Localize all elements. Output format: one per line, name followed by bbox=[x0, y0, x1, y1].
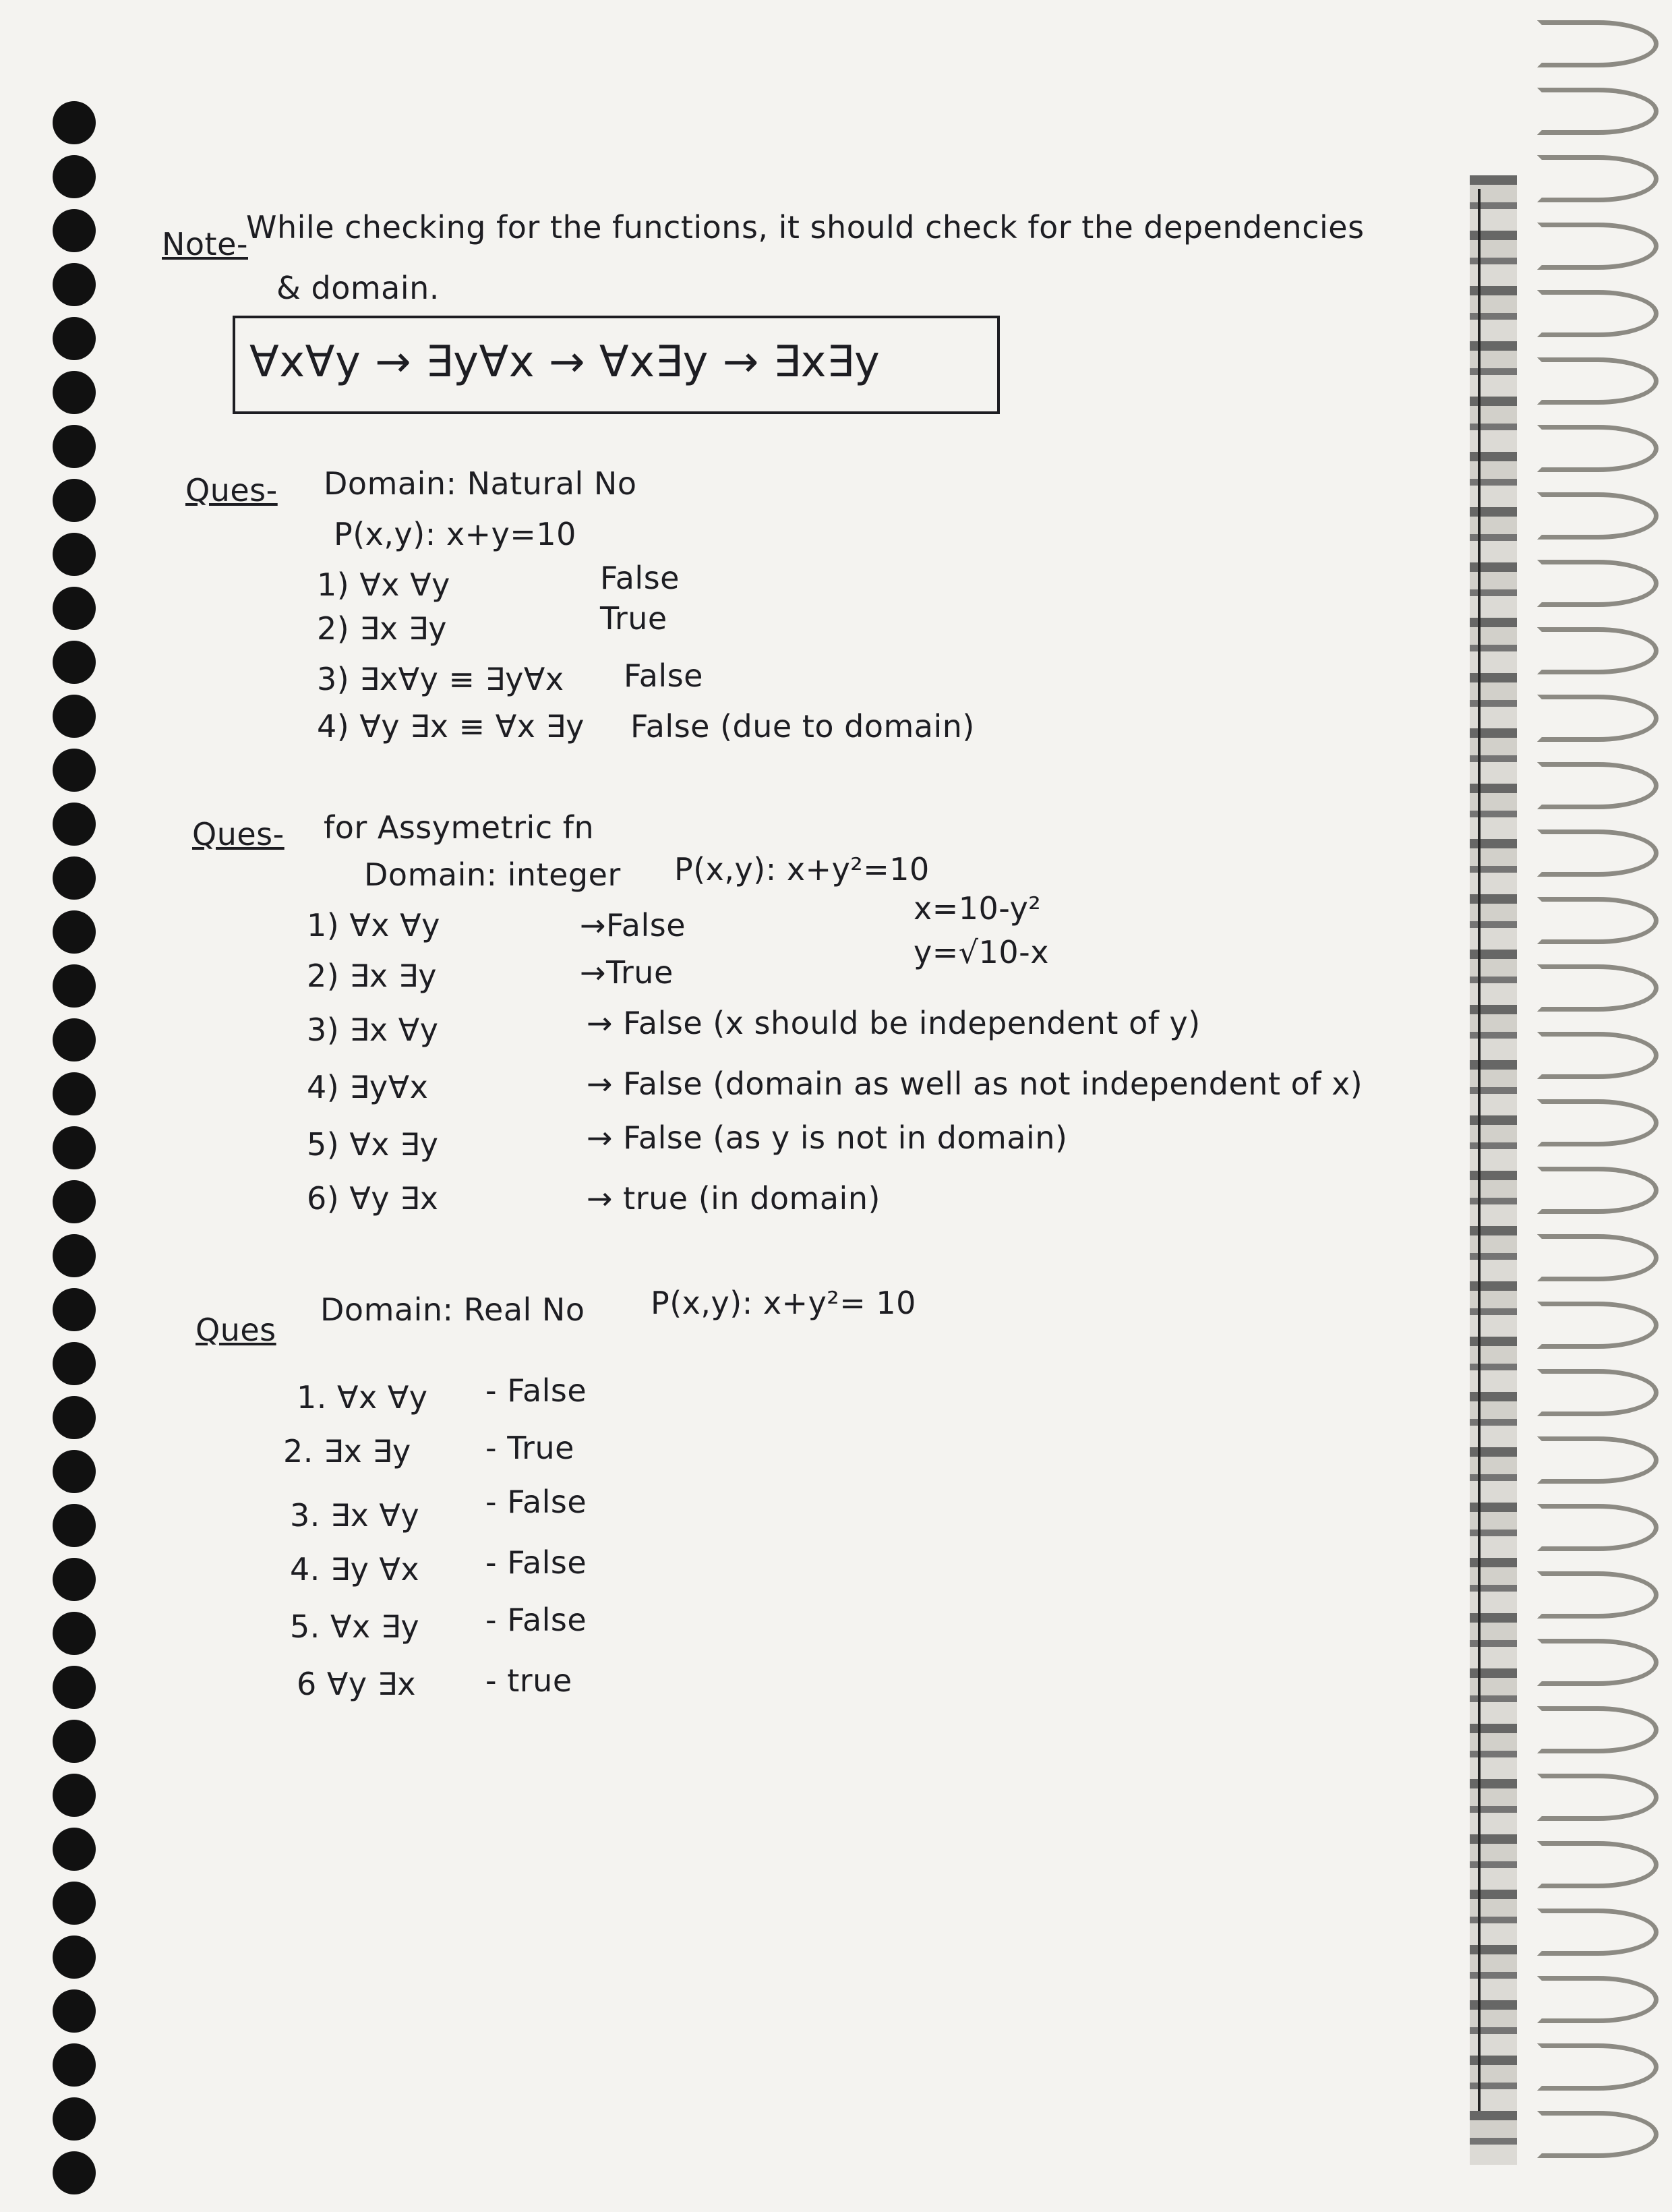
q1-item-4-answer: False (due to domain) bbox=[630, 708, 975, 745]
q3-item-6-expr: 6 ∀y ∃x bbox=[297, 1666, 416, 1702]
q2-item-2-expr: 2) ∃x ∃y bbox=[307, 958, 438, 994]
q3-item-3-expr: 3. ∃x ∀y bbox=[290, 1497, 420, 1534]
q3-item-4-answer: - False bbox=[485, 1544, 587, 1581]
q1-item-1-expr: 1) ∀x ∀y bbox=[317, 566, 450, 603]
q2-item-5-answer: → False (as y is not in domain) bbox=[587, 1119, 1068, 1156]
q2-item-1-expr: 1) ∀x ∀y bbox=[307, 907, 440, 943]
q2-item-4-answer: → False (domain as well as not independent of x) bbox=[587, 1066, 1363, 1102]
note-line-2: & domain. bbox=[276, 270, 440, 306]
q1-predicate: P(x,y): x+y=10 bbox=[334, 516, 576, 552]
q3-item-5-expr: 5. ∀x ∃y bbox=[290, 1608, 420, 1645]
q1-item-3-expr: 3) ∃x∀y ≡ ∃y∀x bbox=[317, 661, 564, 697]
q1-item-1-answer: False bbox=[600, 560, 680, 596]
q2-item-6-answer: → true (in domain) bbox=[587, 1180, 880, 1217]
q2-domain: Domain: integer bbox=[364, 856, 621, 893]
q2-item-4-expr: 4) ∃y∀x bbox=[307, 1069, 429, 1105]
q2-item-6-expr: 6) ∀y ∃x bbox=[307, 1180, 439, 1217]
q1-domain: Domain: Natural No bbox=[324, 465, 637, 502]
q2-predicate: P(x,y): x+y²=10 bbox=[674, 851, 930, 887]
q3-item-2-answer: - True bbox=[485, 1430, 574, 1466]
punch-holes bbox=[12, 101, 86, 2192]
quantifier-chain: ∀x∀y → ∃y∀x → ∀x∃y → ∃x∃y bbox=[249, 337, 880, 387]
q3-label: Ques bbox=[196, 1312, 276, 1348]
q1-label: Ques- bbox=[185, 472, 278, 508]
q2-item-3-expr: 3) ∃x ∀y bbox=[307, 1012, 439, 1048]
q2-item-5-expr: 5) ∀x ∃y bbox=[307, 1126, 439, 1163]
note-label: Note- bbox=[162, 226, 248, 262]
q2-item-2-answer: →True bbox=[580, 954, 674, 991]
q3-predicate: P(x,y): x+y²= 10 bbox=[651, 1285, 916, 1321]
q2-label: Ques- bbox=[192, 816, 285, 852]
note-line-1: While checking for the functions, it should check for the dependencies bbox=[246, 209, 1365, 245]
q3-item-1-expr: 1. ∀x ∀y bbox=[297, 1379, 428, 1416]
q3-domain: Domain: Real No bbox=[320, 1291, 585, 1328]
q3-item-1-answer: - False bbox=[485, 1372, 587, 1409]
binding-strip bbox=[1470, 175, 1517, 2165]
q3-item-6-answer: - true bbox=[485, 1662, 572, 1699]
q1-item-2-answer: True bbox=[600, 600, 667, 637]
q3-item-3-answer: - False bbox=[485, 1484, 587, 1520]
q1-item-3-answer: False bbox=[624, 658, 703, 694]
q3-item-2-expr: 2. ∃x ∃y bbox=[283, 1433, 411, 1469]
q1-item-4-expr: 4) ∀y ∃x ≡ ∀x ∃y bbox=[317, 708, 585, 745]
q2-title: for Assymetric fn bbox=[324, 809, 595, 846]
q2-side-1: x=10-y² bbox=[914, 890, 1042, 927]
q3-item-4-expr: 4. ∃y ∀x bbox=[290, 1551, 420, 1588]
q3-item-5-answer: - False bbox=[485, 1602, 587, 1638]
margin-line bbox=[1478, 189, 1481, 2111]
q2-item-3-answer: → False (x should be independent of y) bbox=[587, 1005, 1201, 1041]
q2-item-1-answer: →False bbox=[580, 907, 686, 943]
q1-item-2-expr: 2) ∃x ∃y bbox=[317, 610, 448, 647]
spiral-coil bbox=[1530, 0, 1672, 2212]
q2-side-2: y=√10-x bbox=[914, 934, 1049, 970]
